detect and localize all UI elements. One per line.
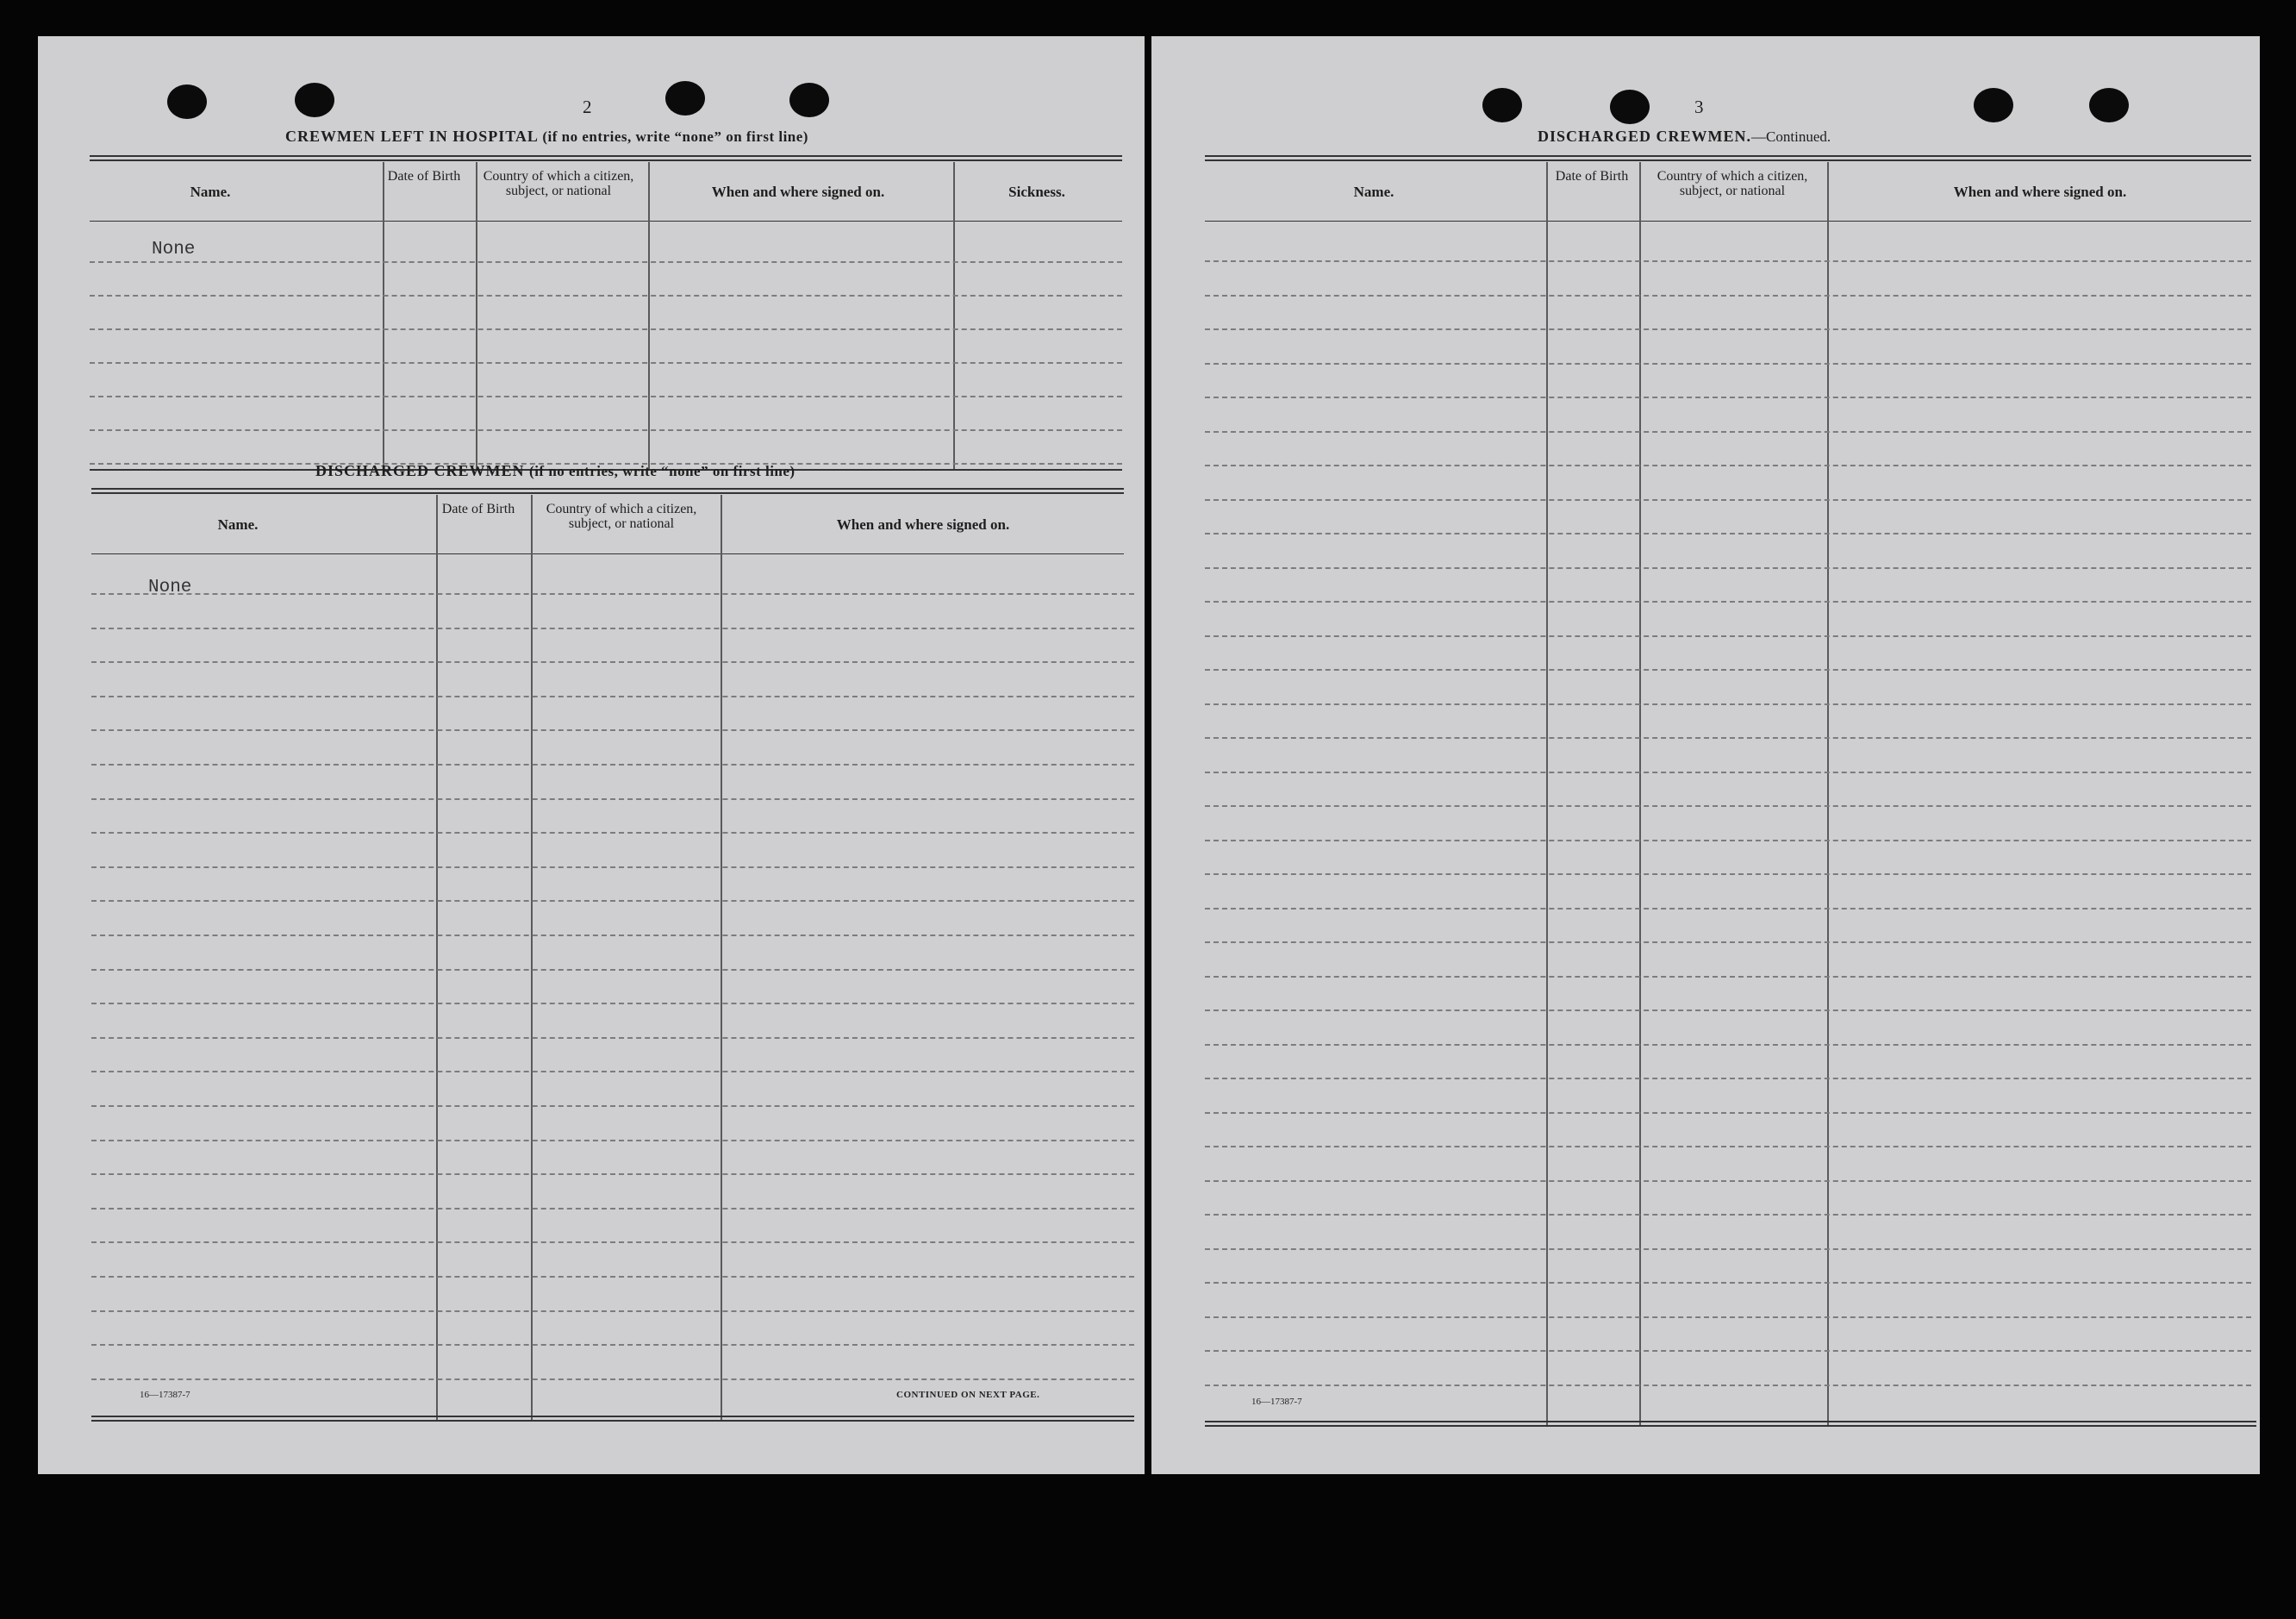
header-divider [1205,221,2251,222]
entry-line [91,696,1134,697]
entry-line [1205,805,2251,807]
entry-line [1205,1350,2251,1352]
entry-line [1205,873,2251,875]
column-header-country: Country of which a citizen, subject, or national [546,502,697,531]
entry-line [1205,1248,2251,1250]
column-divider [1546,162,1548,1426]
entry-line [91,1344,1134,1346]
entry-line [1205,635,2251,637]
column-header-date-of-birth: Date of Birth [441,502,515,516]
entry-line [1205,363,2251,365]
column-divider [436,495,438,1421]
discharged-title-text: DISCHARGED CREWMEN [315,462,525,479]
entry-line [1205,397,2251,398]
column-divider [1827,162,1829,1426]
entry-line [1205,567,2251,569]
entry-line [1205,1282,2251,1284]
entry-line [1205,737,2251,739]
entry-line [1205,499,2251,501]
bottom-rule [1205,1425,2256,1427]
column-header-country: Country of which a citizen, subject, or national [483,169,634,198]
entry-line [1205,465,2251,466]
column-header-signed-on: When and where signed on. [711,184,885,200]
discharged-top-rule [91,492,1124,494]
punch-hole-icon [2089,88,2129,122]
entry-line [91,798,1134,800]
entry-line [91,1378,1134,1380]
header-divider [91,553,1124,554]
entry-line [91,1037,1134,1039]
discharged-subtitle-text: (if no entries, write “none” on first line) [529,463,795,479]
punch-hole-icon [1482,88,1522,122]
entry-line [1205,703,2251,705]
top-rule [1205,155,2251,157]
top-rule [1205,159,2251,161]
entry-line [1205,840,2251,841]
entry-line [1205,1385,2251,1386]
column-header-date-of-birth: Date of Birth [1555,169,1629,184]
entry-line [1205,295,2251,297]
column-divider [1639,162,1641,1426]
column-header-signed-on: When and where signed on. [836,516,1010,533]
form-number: 16—17387-7 [1251,1397,1302,1407]
entry-line [91,866,1134,868]
entry-line [91,729,1134,731]
column-divider [531,495,533,1421]
column-divider [721,495,722,1421]
entry-line [91,1105,1134,1107]
column-header-date-of-birth: Date of Birth [387,169,461,184]
continued-note: CONTINUED ON NEXT PAGE. [896,1390,1040,1400]
entry-line [1205,1180,2251,1182]
entry-line [91,1208,1134,1210]
hospital-entry-none: None [152,240,196,259]
hospital-title-text: CREWMEN LEFT IN HOSPITAL [285,128,538,145]
entry-line [1205,1010,2251,1011]
discharged-title [315,462,795,480]
entry-line [1205,1112,2251,1114]
form-number: 16—17387-7 [140,1390,190,1400]
entry-line [91,900,1134,902]
column-header-country: Country of which a citizen, subject, or national [1656,169,1808,198]
entry-line [91,1241,1134,1243]
entry-line [91,628,1134,629]
discharged-bottom-rule [91,1420,1134,1422]
entry-line [91,832,1134,834]
discharged-bottom-rule [91,1416,1134,1417]
bottom-rule [1205,1421,2256,1422]
right-page [1151,36,2260,1474]
column-header-name: Name. [190,184,231,200]
entry-line [91,1003,1134,1004]
entry-line [91,1276,1134,1278]
entry-line [1205,431,2251,433]
entry-line [91,1071,1134,1072]
entry-line [1205,533,2251,534]
hospital-subtitle-text: (if no entries, write “none” on first line) [542,128,808,145]
column-header-signed-on: When and where signed on. [1953,184,2127,200]
discharged-top-rule [91,488,1124,490]
entry-line [1205,1146,2251,1147]
column-header-name: Name. [1353,184,1394,200]
entry-line [1205,1044,2251,1046]
entry-line [1205,1316,2251,1318]
title-continued: —Continued. [1751,128,1831,145]
entry-line [91,593,1134,595]
punch-hole-icon [1974,88,2013,122]
entry-line [1205,976,2251,978]
entry-line [1205,772,2251,773]
entry-line [1205,260,2251,262]
discharged-entry-none: None [148,578,192,597]
entry-line [1205,908,2251,910]
entry-line [91,969,1134,971]
column-header-sickness: Sickness. [1008,184,1065,200]
entry-line [1205,669,2251,671]
title-text: DISCHARGED CREWMEN. [1538,128,1752,145]
entry-line [91,1140,1134,1141]
entry-line [1205,328,2251,330]
entry-line [91,935,1134,936]
entry-line [91,1310,1134,1312]
entry-line [91,1173,1134,1175]
entry-line [1205,1078,2251,1079]
entry-line [1205,601,2251,603]
entry-line [91,661,1134,663]
left-page-discharged-layer [38,36,1145,1474]
entry-line [1205,941,2251,943]
discharged-continued-title [1538,128,1831,146]
page-number: 3 [1694,97,1704,117]
page-number: 2 [583,97,592,117]
column-header-name: Name. [217,516,259,533]
entry-line [91,764,1134,766]
entry-line [1205,1214,2251,1216]
punch-hole-icon [1610,90,1650,124]
